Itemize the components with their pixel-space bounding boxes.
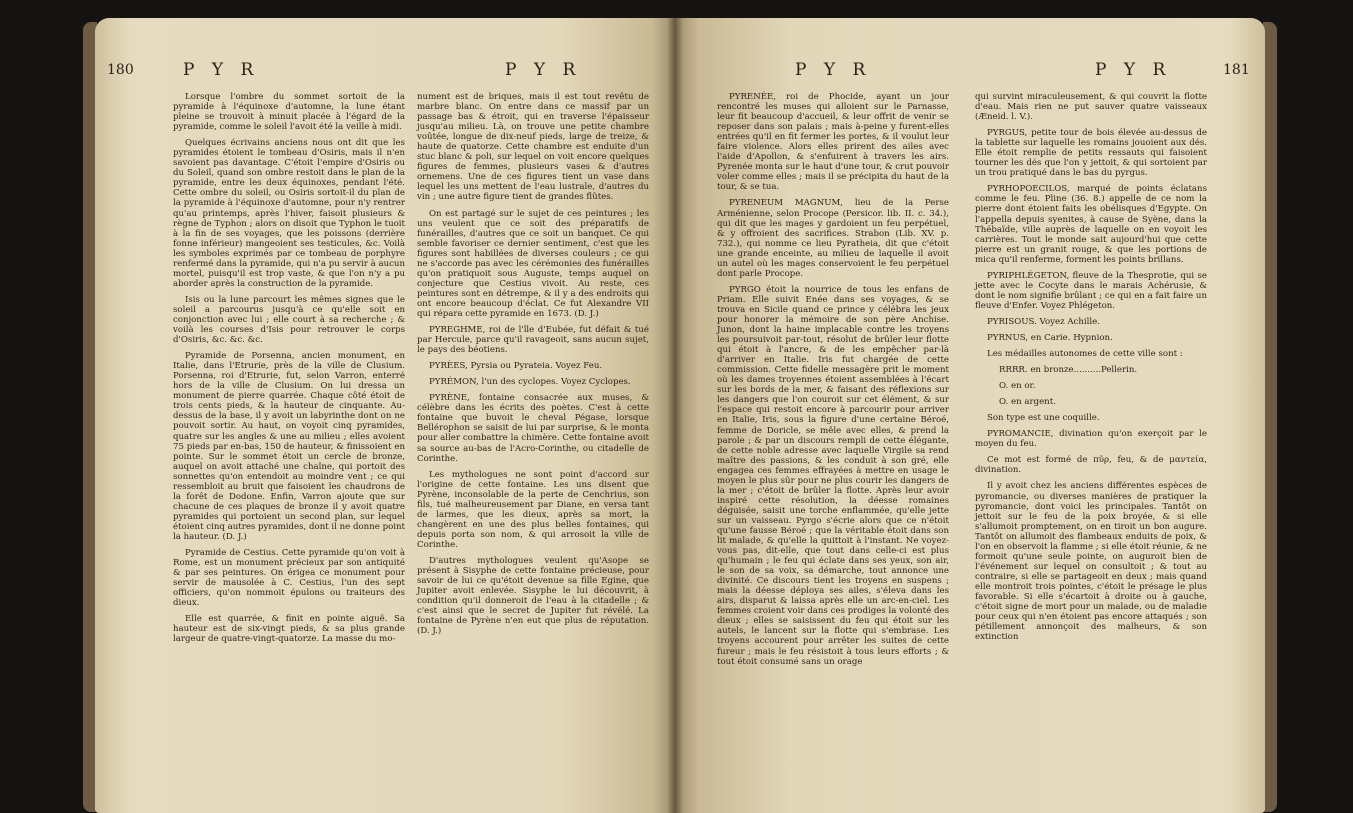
paragraph: PYRIPHLÉGETON, fleuve de la Thesprotie, qui se jette avec le Cocyte dans le marais Achérusie, & dont le nom signifie brûlant ; ce qui en a fait faire un fleuve d'Enfer. Voyez Phlégeton.	[975, 270, 1207, 311]
left-column-2	[417, 92, 649, 642]
left-column-1	[173, 92, 405, 650]
paragraph: PYROMANCIE, divination qu'on exerçoit par le moyen du feu.	[975, 429, 1207, 450]
page-number-left: 180	[107, 62, 134, 78]
paragraph: PYRGO étoit la nourrice de tous les enfans de Priam. Elle suivit Enée dans ses voyages, & se trouva en Sicile quand ce prince y célébra les jeux pour honorer la mémoire de son père Anchise. Junon, dont la haine implacable contre les troyens les poursuivoit par-tout, résolut de brûler leur flotte qui étoit à l'ancre, & de les empêcher par-là d'arriver en Italie. Iris fut chargée de cette commission. Cette fidelle messagère prit le moment où les dames troyennes étoient assemblées à l'écart sur les bords de la mer, & faisant des réflexions sur les dangers que l'on couroit sur cet élément, & sur l'espace qui restoit encore à parcourir pour arriver en Italie, Iris, sous la figure d'une certaine Béroé, femme de Doricle, se mêle avec elles, & prend la parole ; & par un discours rempli de cette élégante, de cette noble adresse avec laquelle Virgile sa rend maître des passions, & les conduit à son gré, elle engagea ces femmes effrayées à mettre en usage le moyen le plus sûr pour ne plus courir les dangers de la mer ; c'étoit de brûler la flotte. Après leur avoir inspiré cette résolution, la déesse romaines déguisée, saisit une torche enflammée, qu'elle jette sur un vaisseau. Pyrgo s'écrie alors que ce n'étoit qu'une fausse Béroé ; que la véritable étoit dans son lit malade, & qu'elle la quittoit à l'instant. Ne voyez-vous pas, dit-elle, que tout dans celle-ci est plus qu'humain ; le feu qui éclate dans ses yeux, son air, le son de sa voix, sa démarche, tout annonce une divinité. Ce discours tient les troyens en suspens ; mais la déesse déploya ses ailes, s'éleva dans les airs, disparut & laissa après elle un arc-en-ciel. Les femmes croient voir dans ces prodiges la volonté des dieux ; elles se saisissent du feu qui étoit sur les autels, le lancent sur la flotte qui s'embrase. Les troyens accourent pour arrêter les suites de cette fureur ; mais le feu résistoit à tous leurs efforts ; & tout étoit consumé sans un orage	[717, 284, 949, 667]
paragraph: Pyramide de Cestius. Cette pyramide qu'on voit à Rome, est un monument précieux par son antiquité & par ses peintures. On érigea ce monument pour servir de mausolée à C. Cestius, l'un des sept officiers, qu'on nommoit épulons ou traiteurs des dieux.	[173, 548, 405, 609]
right-page-edges	[1263, 22, 1277, 812]
paragraph: Quelques écrivains anciens nous ont dit que les pyramides étoient le tombeau d'Osiris, mais il n'en savoient pas davantage. C'étoit l'empire d'Osiris ou du Soleil, quand son ombre restoit dans le plan de la pyramide, entre les deux équinoxes, pendant l'été. Cette ombre du soleil, ou Osiris sortoit-il du plan de la pyramide à l'équinoxe d'automne, pour n'y rentrer qu'au printemps, après l'hiver, faisoit plusieurs & règne de Typhon ; alors on disoit que Typhon le tuoit à la fin de ses voyages, que les poissons (derrière fonne inférieur) mangeoient ses testicules, &c. Voilà les symboles exprimés par ce tombeau de porphyre renfermé dans la pyramide, qui n'a pu servir à aucun mortel, puisqu'il est trop vaste, & que l'on n'y a pu aborder après la construction de la pyramide.	[173, 138, 405, 289]
paragraph: PYRENEUM MAGNUM, lieu de la Perse Arménienne, selon Procope (Persicor. lib. II. c. 34.), qui dit que les mages y gardoient un feu perpétuel, & y offroient des sacrifices. Strabon (Lib. XV. p. 732.), qui nomme ce lieu Pyratheia, dit que c'étoit une grande enceinte, au milieu de laquelle il avoit un autel où les mages conservoient le feu perpétuel dont parle Procope.	[717, 198, 949, 279]
paragraph: Son type est une coquille.	[987, 413, 1100, 424]
right-column-1	[717, 92, 949, 673]
running-head-right-1: P Y R	[795, 60, 872, 80]
open-book	[95, 18, 1265, 813]
paragraph: PYRÉMON, l'un des cyclopes. Voyez Cyclopes.	[429, 377, 631, 388]
book-gutter	[667, 18, 683, 813]
paragraph: PYRHOPOECILOS, marqué de points éclatans comme le feu. Pline (36. 8.) appelle de ce nom la pierre dont étoient faits les obélisques d'Egypte. On l'appella depuis syenites, à cause de Syène, dans la Thébaïde, ville auprès de laquelle on en voyoit les carrières. Tout le monde sait aujourd'hui que cette pierre est un granit rouge, & que les portions de mica qu'il renferme, forment les points brillans.	[975, 184, 1207, 265]
paragraph: PYRENÉE, roi de Phocide, ayant un jour rencontré les muses qui alloient sur le Parnasse, leur fit beaucoup d'accueil, & leur offrit de venir se reposer dans son palais ; mais à-peine y furent-elles entrées qu'il en fit fermer les portes, & il voulut leur faire violence. Alors elles prirent des ailes avec l'aide d'Apollon, & s'enfuirent à travers les airs. Pyrenée monta sur le haut d'une tour, & crut pouvoir voler comme elles ; mais il se précipita du haut de la tour, & se tua.	[717, 92, 949, 193]
paragraph: Pyramide de Porsenna, ancien monument, en Italie, dans l'Etrurie, près de la ville de Clusium. Porsenna, roi d'Etrurie, fut, selon Varron, enterré hors de la ville de Clusium. On lui dressa un monument de pierre quarrée. Chaque côté étoit de trois cents pieds, & la hauteur de cinquante. Au-dessus de la base, il y avoit un labyrinthe dont on ne pouvoit sortir. Au haut, on voyoit cinq pyramides, quatre sur les angles & une au milieu ; elles avoient 75 pieds par en-bas, 150 de hauteur, & finissoient en pointe. Sur le sommet étoit un cercle de bronze, auquel on avoit attaché une chaîne, qui portoit des sonnettes qu'on entendoit au moindre vent ; ce qui ressembloit au bruit que faisoient les chaudrons de la forêt de Dodone. Enfin, Varron ajoute que sur chacune de ces plaques de bronze il y avoit quatre pyramides qui portoient un second plan, sur lequel étoient cinq autres pyramides, dont il ne donne point la hauteur. (D. J.)	[173, 351, 405, 542]
paragraph: PYRISOUS. Voyez Achille.	[987, 316, 1100, 327]
running-head-left-2: P Y R	[505, 60, 582, 80]
paragraph: Les mythologues ne sont point d'accord sur l'origine de cette fontaine. Les uns disent que Pyrène, inconsolable de la perte de Cenchrius, son fils, tué malheureusement par Diane, en versa tant de larmes, que les dieux, après sa mort, la changèrent en une des plus belles fontaines, qui depuis porta son nom, & qui arrosoit la ville de Corinthe.	[417, 469, 649, 550]
paragraph: Lorsque l'ombre du sommet sortoit de la pyramide à l'équinoxe d'automne, la lune étant pleine se trouvoit à minuit placée à l'égard de la pyramide, comme le soleil l'avoit été la veille à midi.	[173, 92, 405, 133]
right-page	[675, 18, 1265, 813]
right-column-2	[975, 92, 1207, 648]
paragraph: RRRR. en bronze..........Pellerin.	[999, 365, 1138, 376]
paragraph: PYRÈES, Pyrsia ou Pyrateia. Voyez Feu.	[429, 361, 603, 372]
running-head-left-1: P Y R	[183, 60, 260, 80]
paragraph: qui survint miraculeusement, & qui couvrit la flotte d'eau. Mais rien ne put sauver quatre vaisseaux (Æneid. l. V.).	[975, 92, 1207, 123]
paragraph: Les médailles autonomes de cette ville sont :	[987, 349, 1183, 360]
paragraph: O. en or.	[999, 381, 1036, 392]
paragraph: Elle est quarrée, & finit en pointe aiguë. Sa hauteur est de six-vingt pieds, & sa plus grande largeur de quatre-vingt-quatorze. La masse du mo-	[173, 614, 405, 645]
paragraph: D'autres mythologues veulent qu'Asope se présent à Sisyphe de cette fontaine précieuse, pour savoir de lui ce qu'étoit devenue sa fille Egine, que Jupiter avoit enlevée. Sisyphe le lui découvrit, à condition qu'il donneroit de l'eau à la citadelle ; & c'est ainsi que le secret de Jupiter fut révélé. La fontaine de Pyrène n'en eut que plus de réputation. (D. J.)	[417, 555, 649, 637]
page-number-right: 181	[1223, 62, 1250, 78]
paragraph: PYRNUS, en Carie. Hypnion.	[987, 332, 1113, 343]
paragraph: PYRÈNE, fontaine consacrée aux muses, & célèbre dans les écrits des poètes. C'est à cette fontaine que buvoit le cheval Pégase, lorsque Bellérophon se saisit de lui par surprise, & le monta pour aller combattre la chimère. Cette fontaine avoit sa source au-bas de l'Acro-Corinthe, ou citadelle de Corinthe.	[417, 393, 649, 464]
paragraph: Il y avoit chez les anciens différentes espèces de pyromancie, ou diverses manières de pratiquer la pyromancie, dont voici les principales. Tantôt on jettoit sur le feu de la poix broyée, & si elle s'allumoit promptement, on en tiroit un bon augure. Tantôt on allumoit des flambeaux enduits de poix, & l'on en observoit la flamme ; si elle étoit réunie, & ne formoit qu'une seule pointe, on auguroit bien de l'événement sur lequel on consultoit ; & tout au contraire, si elle se partageoit en deux ; mais quand elle montroit trois pointes, c'étoit le présage le plus favorable. Si elle s'écartoit à droite ou à gauche, c'étoit signe de mort pour un malade, ou de maladie pour ceux qui n'en étoient pas encore attaqués ; son pétillement annonçoit des malheurs, & son extinction	[975, 481, 1207, 643]
left-page	[95, 18, 675, 813]
running-head-right-2: P Y R	[1095, 60, 1172, 80]
paragraph: On est partagé sur le sujet de ces peintures ; les uns veulent que ce soit des préparatifs de funérailles, d'autres que ce soit un banquet. Ce qui semble favoriser ce dernier sentiment, c'est que les figures sont habillées de diverses couleurs ; ce qui ne s'accorde pas avec les cérémonies des funérailles qu'on pratiquoit sous Auguste, temps auquel on conjecture que Cestius vivoit. Au reste, ces peintures sont en détrempe, & il y a des endroits qui ont encore beaucoup d'éclat. Ce fut Alexandre VII qui répara cette pyramide en 1673. (D. J.)	[417, 208, 649, 319]
paragraph: O. en argent.	[999, 397, 1056, 408]
paragraph: PYRGUS, petite tour de bois élevée au-dessus de la tablette sur laquelle les romains jouoient aux dés. Elle étoit remplie de petits ressauts qui faisoient tourner les dés que l'on y jettoit, & qui sortoient par un trou pratiqué dans le bas du pyrgus.	[975, 128, 1207, 179]
paragraph: Isis ou la lune parcourt les mêmes signes que le soleil a parcourus jusqu'à ce qu'elle soit en conjonction avec lui ; elle court à sa recherche ; & voilà les courses d'Isis pour retrouver le corps d'Osiris, &c. &c. &c.	[173, 294, 405, 346]
paragraph: PYREGHME, roi de l'île d'Eubée, fut défait & tué par Hercule, parce qu'il ravageoit, sans aucun sujet, le pays des béotiens.	[417, 325, 649, 356]
paragraph: nument est de briques, mais il est tout revêtu de marbre blanc. On entre dans ce massif par un passage bas & étroit, qui en traverse l'épaisseur jusqu'au milieu. Là, on trouve une petite chambre voûtée, longue de dix-neuf pieds, large de treize, & haute de quatorze. Cette chambre est enduite d'un stuc blanc & poli, sur lequel on voit encore quelques figures de femmes, plusieurs vases & d'autres ornemens. Une de ces figures tient un vase dans lequel les uns mettent de l'eau lustrale, d'autres du vin ; une autre figure tient de grandes flûtes.	[417, 92, 649, 203]
paragraph: Ce mot est formé de πῦρ, feu, & de μαντεία, divination.	[975, 455, 1207, 476]
